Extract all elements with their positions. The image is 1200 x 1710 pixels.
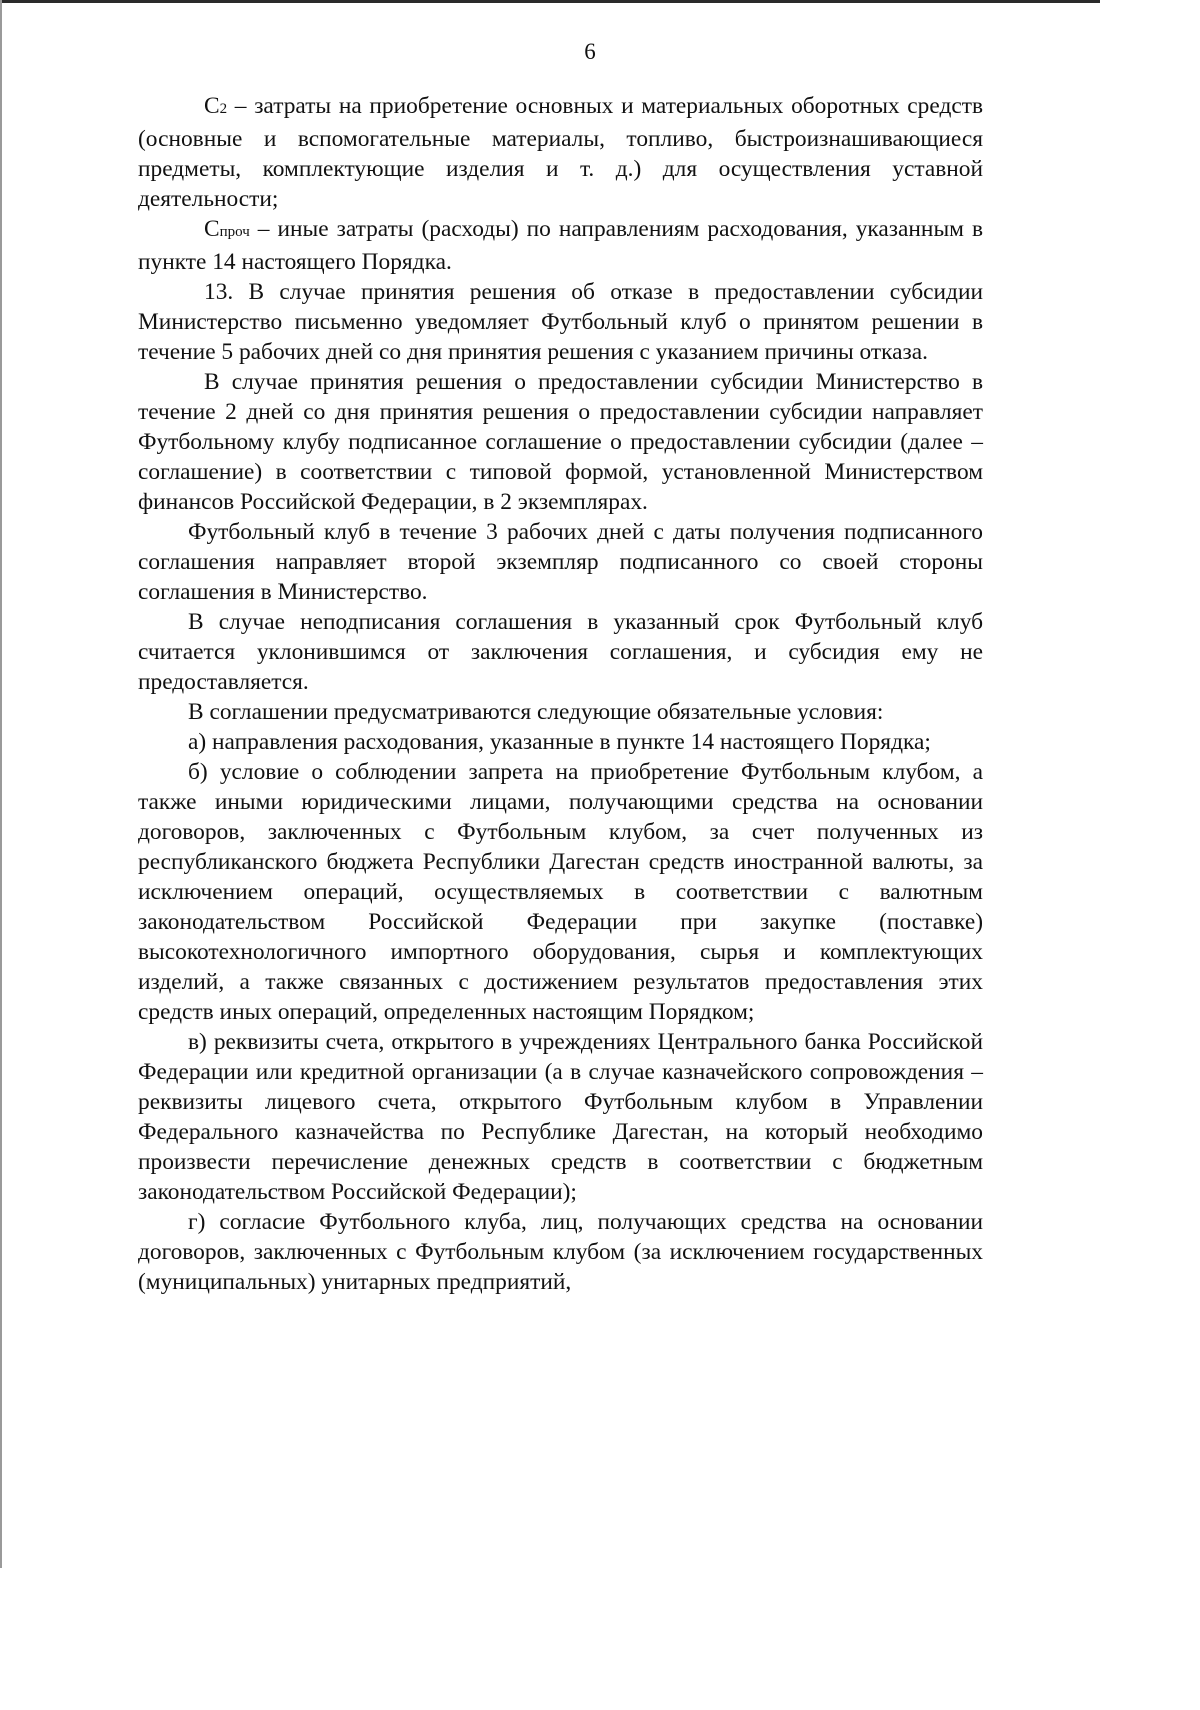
page-number: 6 xyxy=(584,39,596,64)
list-item-a: а) направления расходования, указанные в пункте 14 настоящего Порядка; xyxy=(188,729,931,755)
top-border-line xyxy=(0,0,1100,3)
paragraph-unsigned: В случае неподписания соглашения в указанный срок Футбольный клуб считается уклонившимся от заключения соглашения, и субсидия ему не предоставляется. xyxy=(138,609,983,695)
cproch-subscript: проч xyxy=(219,224,250,240)
cproch-symbol: C xyxy=(204,216,220,242)
paragraph-c2 xyxy=(138,91,983,214)
cproch-text: – иные затраты (расходы) по направлениям расходования, указанным в пункте 14 настоящего Порядка. xyxy=(138,216,983,275)
list-item-g: г) согласие Футбольного клуба, лиц, получающих средства на основании договоров, заключенных с Футбольным клубом (за исключением государственных (муниципальных) унитарных предприятий, xyxy=(138,1209,983,1295)
paragraph-grant-decision: В случае принятия решения о предоставлении субсидии Министерство в течение 2 дней со дня принятия решения о предоставлении субсидии направляет Футбольному клубу подписанное соглашение о предоставлении субсидии (далее – соглашение) в соответствии с типовой формой, установленной Министерством финансов Российской Федерации, в 2 экземплярах. xyxy=(138,369,983,515)
paragraph-13: 13. В случае принятия решения об отказе в предоставлении субсидии Министерство письменно уведомляет Футбольный клуб о принятом решении в течение 5 рабочих дней со дня принятия решения с указанием причины отказа. xyxy=(138,279,983,365)
c2-symbol: C xyxy=(204,93,220,119)
paragraph-cproch xyxy=(138,214,983,277)
paragraph-club-return: Футбольный клуб в течение 3 рабочих дней с даты получения подписанного соглашения направляет второй экземпляр подписанного со своей стороны соглашения в Министерство. xyxy=(138,519,983,605)
c2-subscript: 2 xyxy=(219,101,228,117)
list-item-v: в) реквизиты счета, открытого в учреждениях Центрального банка Российской Федерации или кредитной организации (а в случае казначейского сопровождения – реквизиты лицевого счета, открытого Футбольным клубом в Управлении Федерального казначейства по Республике Дагестан, на который необходимо произвести перечисление денежных средств в соответствии с бюджетным законодательством Российской Федерации); xyxy=(138,1029,983,1205)
c2-text: – затраты на приобретение основных и материальных оборотных средств (основные и вспомогательные материалы, топливо, быстроизнашивающиеся предметы, комплектующие изделия и т. д.) для осуществления уставной деятельности; xyxy=(138,93,983,212)
left-border-line xyxy=(0,0,2,1568)
paragraph-conditions: В соглашении предусматриваются следующие обязательные условия: xyxy=(188,699,884,725)
document-body xyxy=(138,91,983,1297)
list-item-b: б) условие о соблюдении запрета на приобретение Футбольным клубом, а также иными юридическими лицами, получающими средства на основании договоров, заключенных с Футбольным клубом, за счет полученных из республиканского бюджета Республики Дагестан средств иностранной валюты, за исключением операций, осуществляемых в соответствии с валютным законодательством Российской Федерации при закупке (поставке) высокотехнологичного импортного оборудования, сырья и комплектующих изделий, а также связанных с достижением результатов предоставления этих средств иных операций, определенных настоящим Порядком; xyxy=(138,759,983,1025)
